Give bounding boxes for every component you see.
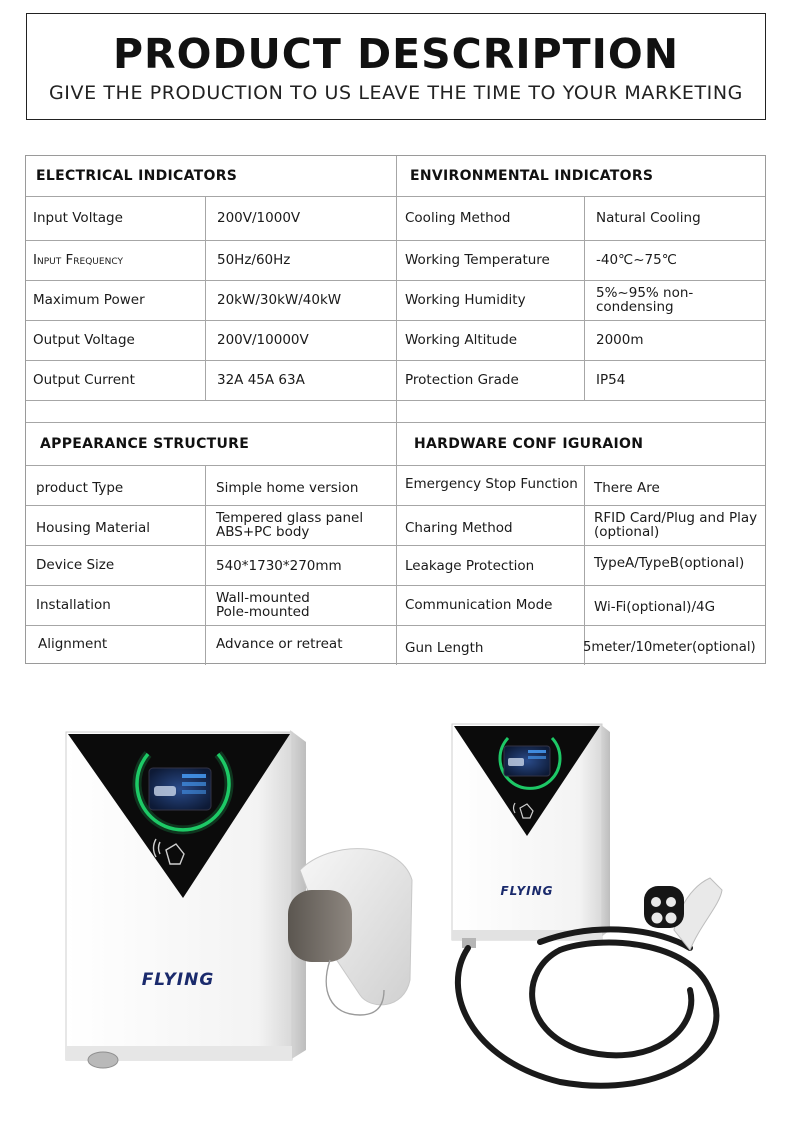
section-hardware: HARDWARE CONF IGURAION bbox=[414, 435, 644, 452]
hardware-label-2: Charing Method bbox=[405, 520, 513, 536]
environmental-label-5: Protection Grade bbox=[405, 372, 519, 388]
product-photos bbox=[0, 690, 790, 1135]
electrical-value-3: 20kW/30kW/40kW bbox=[217, 292, 342, 308]
environmental-label-2: Working Temperature bbox=[405, 252, 550, 268]
hardware-value-4: Wi-Fi(optional)/4G bbox=[594, 599, 716, 615]
hardware-label-3: Leakage Protection bbox=[405, 558, 535, 574]
appearance-label-4: Installation bbox=[36, 597, 111, 613]
section-environmental: ENVIRONMENTAL INDICATORS bbox=[410, 168, 654, 184]
page-subtitle: GIVE THE PRODUCTION TO US LEAVE THE TIME TO YOUR MARKETING bbox=[48, 82, 744, 104]
brand-logo-large: FLYING bbox=[141, 970, 215, 990]
environmental-value-4: 2000m bbox=[596, 332, 644, 348]
environmental-label-4: Working Altitude bbox=[405, 332, 518, 348]
brand-logo-small: FLYING bbox=[500, 884, 554, 898]
hardware-label-5: Gun Length bbox=[405, 640, 484, 656]
electrical-value-5: 32A 45A 63A bbox=[217, 372, 305, 388]
environmental-value-5: IP54 bbox=[596, 372, 626, 388]
electrical-label-5: Output Current bbox=[33, 372, 135, 388]
environmental-value-3 bbox=[596, 280, 764, 320]
charger-small bbox=[452, 724, 610, 948]
electrical-label-3: Maximum Power bbox=[33, 292, 145, 308]
hardware-value-3: TypeA/TypeB(optional) bbox=[594, 555, 745, 571]
environmental-value-3-line-2: condensing bbox=[596, 299, 674, 315]
electrical-value-4: 200V/10000V bbox=[217, 332, 309, 348]
hardware-value-2 bbox=[594, 505, 766, 545]
charging-plug-large bbox=[288, 849, 412, 1015]
appearance-label-5: Alignment bbox=[38, 636, 108, 652]
environmental-value-3-line-1: 5%~95% non- bbox=[596, 285, 694, 301]
product-photo-illustration bbox=[0, 690, 790, 1135]
spec-table bbox=[25, 155, 766, 664]
electrical-label-2: Input Frequency bbox=[33, 252, 123, 268]
charging-plug-small bbox=[644, 878, 722, 950]
appearance-value-1: Simple home version bbox=[216, 480, 359, 496]
hardware-value-2-line-1: RFID Card/Plug and Play bbox=[594, 510, 758, 526]
environmental-label-3: Working Humidity bbox=[405, 292, 526, 308]
charger-large bbox=[66, 730, 306, 1068]
environmental-value-1: Natural Cooling bbox=[596, 210, 701, 226]
hardware-value-1: There Are bbox=[594, 480, 660, 496]
environmental-value-2: -40℃~75℃ bbox=[596, 252, 677, 268]
electrical-label-4: Output Voltage bbox=[33, 332, 135, 348]
page-title: PRODUCT DESCRIPTION bbox=[112, 30, 680, 78]
hardware-label-1: Emergency Stop Function bbox=[405, 476, 578, 492]
appearance-value-3: 540*1730*270mm bbox=[216, 558, 342, 574]
appearance-value-2 bbox=[216, 505, 394, 545]
electrical-value-2: 50Hz/60Hz bbox=[217, 252, 291, 268]
appearance-label-1: product Type bbox=[36, 480, 124, 496]
appearance-label-2: Housing Material bbox=[36, 520, 151, 536]
appearance-value-5: Advance or retreat bbox=[216, 636, 343, 652]
electrical-value-1: 200V/1000V bbox=[217, 210, 301, 226]
charging-cable bbox=[458, 929, 716, 1085]
appearance-value-2-line-1: Tempered glass panel bbox=[216, 510, 364, 526]
appearance-value-4 bbox=[216, 585, 394, 625]
appearance-value-4-line-1: Wall-mounted bbox=[216, 590, 310, 606]
hardware-value-2-line-2: (optional) bbox=[594, 524, 660, 540]
appearance-label-3: Device Size bbox=[36, 557, 115, 573]
appearance-value-2-line-2: ABS+PC body bbox=[216, 524, 310, 540]
appearance-value-4-line-2: Pole-mounted bbox=[216, 604, 310, 620]
hardware-value-5: 5meter/10meter(optional) bbox=[583, 640, 756, 655]
header-box bbox=[26, 13, 766, 120]
electrical-label-1: Input Voltage bbox=[33, 210, 123, 226]
section-appearance: APPEARANCE STRUCTURE bbox=[40, 435, 250, 452]
section-electrical: ELECTRICAL INDICATORS bbox=[36, 168, 238, 184]
hardware-label-4: Communication Mode bbox=[405, 597, 553, 613]
environmental-label-1: Cooling Method bbox=[405, 210, 511, 226]
